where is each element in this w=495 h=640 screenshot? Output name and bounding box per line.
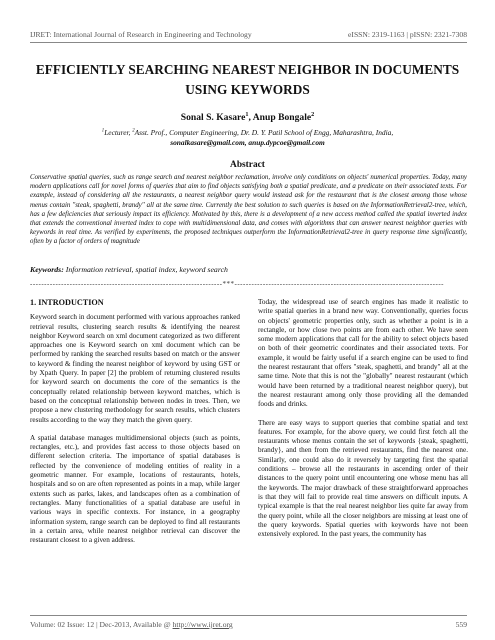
page-footer xyxy=(30,620,467,629)
keywords xyxy=(30,265,467,274)
footer-volume-info xyxy=(30,620,233,629)
page-number: 559 xyxy=(455,620,467,629)
footer-volume: Volume: 02 Issue: 12 | Dec-2013, Available @ xyxy=(30,620,173,629)
left-column xyxy=(30,298,240,554)
footer-rule xyxy=(30,615,467,616)
paragraph: Keyword search in document performed with various approaches ranked retrieval results, clustering search results & identifying the nearest neighbor Keyword search on xml document categorized as two different approaches one is Keyword search on xml document which can be performed by ranking the searched results based on match or the answer to keyword & finding the nearest neighbor of keyword by using GST or by Xpath Query. In paper [2] the problem of returning clustered results for keyword search on documents the core of the semantics is the conceptually related relationship between keyword matches, which is based on the conceptual relationship between nodes in trees. Then, we propose a new clustering methodology for search results, which clusters results according to the way they match the given query. xyxy=(30,313,240,424)
abstract-heading: Abstract xyxy=(230,160,265,170)
paper-title xyxy=(20,60,475,100)
title-line-2: USING KEYWORDS xyxy=(185,82,310,97)
author-1: Sonal S. Kasare xyxy=(180,112,246,123)
authors xyxy=(20,112,475,123)
journal-name: IJRET: International Journal of Research in Engineering and Technology xyxy=(30,30,252,39)
section-heading: 1. INTRODUCTION xyxy=(30,298,104,307)
keywords-label: Keywords: xyxy=(30,265,64,274)
affiliation-line xyxy=(20,128,475,138)
running-header xyxy=(30,30,467,39)
author-2-sup: 2 xyxy=(311,110,315,118)
author-1-sup: 1 xyxy=(245,110,249,118)
title-line-1: EFFICIENTLY SEARCHING NEAREST NEIGHBOR IN DOCUMENTS xyxy=(35,62,460,77)
section-separator: --------------------------------------------------------------------***-------------------------------------------------------------------------- xyxy=(30,280,445,288)
paragraph: Today, the widespread use of search engines has made it realistic to write spatial queries in a brand new way. Conventionally, queries focus on objects' geometric properties only, such as whether a point is in a rectangle, or how close two points are from each other. We have seen some modern applications that call for the ability to select objects based on both of their geometric coordinates and their associated texts. For example, it would be fairly useful if a search engine can be used to find the nearest restaurant that offers "steak, spaghetti, and brandy" all at the same time. Note that this is not the "globally" nearest restaurant (which would have been returned by a traditional nearest neighbor query), but the nearest restaurant among only those providing all the demanded foods and drinks. xyxy=(258,298,468,409)
right-column xyxy=(258,298,468,548)
affiliation-sup-2: 2 xyxy=(132,128,135,134)
affiliation xyxy=(20,128,475,148)
issn: eISSN: 2319-1163 | pISSN: 2321-7308 xyxy=(348,30,467,39)
author-separator: , xyxy=(248,112,253,123)
affiliation-sup-1: 1 xyxy=(101,128,105,134)
affiliation-part-2: Asst. Prof., Computer Engineering, Dr. D. Y. Patil School of Engg, Maharashtra, India, xyxy=(134,128,394,137)
journal-url-link[interactable]: http://www.ijret.org xyxy=(172,620,233,629)
affiliation-part-1: Lecturer, xyxy=(104,128,133,137)
author-2: Anup Bongale xyxy=(252,112,312,123)
paragraph: A spatial database manages multidimensional objects (such as points, rectangles, etc.), and provides fast access to those objects based on different selection criteria. The importance of spatial databases is reflected by the convenience of modeling entities of reality in a geometric manner. For example, locations of restaurants, hotels, hospitals and so on are often represented as points in a map, while larger extents such as parks, lakes, and landscapes often as a combination of rectangles. Many functionalities of a spatial database are useful in various ways in specific contexts. For instance, in a geography information system, range search can be deployed to find all restaurants in a certain area, while nearest neighbor retrieval can discover the restaurant closest to a given address. xyxy=(30,433,240,545)
keywords-text: Information retrieval, spatial index, keyword search xyxy=(63,265,228,274)
header-rule xyxy=(30,42,467,43)
abstract-text: Conservative spatial queries, such as range search and nearest neighbor reclamation, involve only conditions on objects' numerical properties. Today, many modern applications call for novel forms of queries that aim to find objects satisfying both a spatial predicate, and a predicate on their associated texts. For example, instead of considering all the restaurants, a nearest neighbor query would instead ask for the restaurant that is the closest among those whose menus contain "steak, spaghetti, brandy" all at the same time. Currently the best solution to such queries is based on the InformationRetrieval2-tree, which, has a few deficiencies that seriously impact its efficiency. Motivated by this, there is a development of a new access method called the spatial inverted index that extends the conventional inverted index to cope with multidimensional data, and comes with algorithms that can answer nearest neighbor queries with keywords in real time. As verified by experiments, the proposed techniques outperform the InformationRetrieval2-tree in query response time significantly, often by a factor of orders of magnitude xyxy=(30,174,467,246)
paragraph: There are easy ways to support queries that combine spatial and text features. For example, for the above query, we could first fetch all the restaurants whose menus contain the set of keywords {steak, spaghetti, brandy}, and then from the retrieved restaurants, find the nearest one. Similarly, one could also do it reversely by targeting first the spatial conditions – browse all the restaurants in ascending order of their distances to the query point until encountering one whose menu has all the keywords. The major drawback of these straightforward approaches is that they will fail to provide real time answers on difficult inputs. A typical example is that the real nearest neighbor lies quite far away from the query point, while all the closer neighbors are missing at least one of the query keywords. Spatial queries with keywords have not been extensively explored. In the past years, the community has xyxy=(258,418,468,539)
author-emails: sonalkasare@gmail.com, anup.dypcoe@gmail.com xyxy=(170,138,325,147)
